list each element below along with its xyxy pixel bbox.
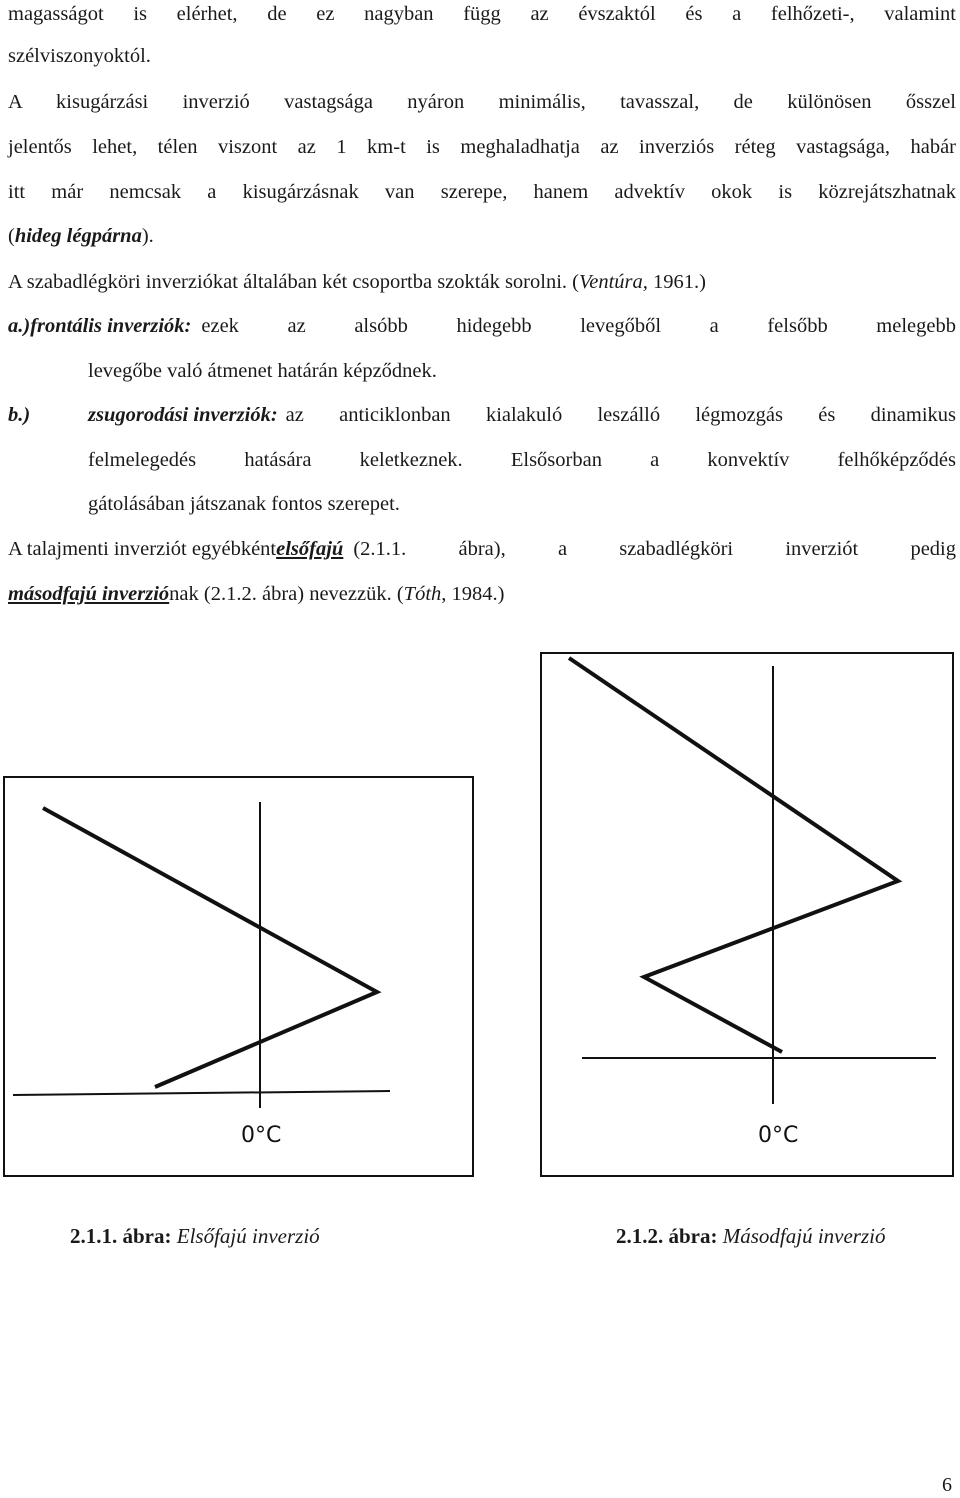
caption-text: Másodfajú inverzió bbox=[722, 1224, 886, 1248]
caption-number: 2.1.2. ábra: bbox=[616, 1224, 718, 1248]
emphasized-term: elsőfajú bbox=[276, 538, 344, 560]
page-number: 6 bbox=[942, 1474, 952, 1496]
axis-label: 0°C bbox=[758, 1123, 799, 1148]
item-label: b.) bbox=[8, 404, 31, 426]
figure-caption bbox=[616, 1222, 886, 1250]
paren: ( bbox=[8, 225, 15, 247]
citation-year: , 1984.) bbox=[441, 583, 505, 605]
figure-first-order-inversion bbox=[3, 776, 474, 1177]
axis-label: 0°C bbox=[241, 1123, 282, 1148]
paren: ). bbox=[141, 225, 154, 247]
text-line: A kisugárzási inverzió vastagsága nyáron minimális, tavasszal, de különösen ősszel bbox=[8, 91, 956, 113]
emphasized-term: hideg légpárna bbox=[14, 225, 142, 247]
temperature-profile-line bbox=[569, 658, 898, 1052]
text-line: itt már nemcsak a kisugárzásnak van szerepe, hanem advektív okok is közrejátszhatnak bbox=[8, 181, 956, 203]
citation-author: Ventúra, bbox=[578, 271, 648, 293]
text-line: gátolásában játszanak fontos szerepet. bbox=[88, 493, 400, 515]
item-term: zsugorodási inverziók: bbox=[88, 404, 278, 426]
emphasized-term: másodfajú inverzió bbox=[8, 583, 170, 605]
text-line bbox=[8, 268, 956, 296]
citation-year: 1961.) bbox=[647, 271, 706, 293]
text-line: levegőbe való átmenet határán képződnek. bbox=[88, 360, 437, 382]
paragraph-text: nak (2.1.2. ábra) nevezzük. ( bbox=[169, 583, 404, 605]
text-line: szélviszonyoktól. bbox=[8, 45, 151, 67]
caption-text: Elsőfajú inverzió bbox=[176, 1224, 320, 1248]
citation-author: Tóth bbox=[403, 583, 442, 605]
item-term: frontális inverziók: bbox=[30, 315, 192, 337]
paragraph-text: A talajmenti inverziót egyébként bbox=[8, 538, 277, 560]
text-line: magasságot is elérhet, de ez nagyban függ az évszaktól és a felhőzeti-, valamint bbox=[8, 3, 956, 25]
paragraph-text: A szabadlégköri inverziókat általában két csoportba szokták sorolni. ( bbox=[8, 271, 579, 293]
item-text: ezek az alsóbb hidegebb levegőből a felsőbb melegebb bbox=[201, 315, 956, 337]
figure-caption bbox=[70, 1222, 320, 1250]
text-line bbox=[8, 580, 956, 608]
list-item-a bbox=[8, 312, 956, 340]
text-line bbox=[8, 535, 956, 563]
figure-second-order-inversion bbox=[540, 652, 954, 1177]
item-label: a.) bbox=[8, 315, 31, 337]
list-item-b bbox=[8, 401, 956, 429]
text-line: felmelegedés hatására keletkeznek. Elsősorban a konvektív felhőképződés bbox=[88, 449, 956, 471]
paragraph-text: (2.1.1. ábra), a szabadlégköri inverziót pedig bbox=[353, 538, 956, 560]
inversion-diagram bbox=[5, 778, 476, 1179]
text-line: jelentős lehet, télen viszont az 1 km-t is meghaladhatja az inverziós réteg vastagsága, habár bbox=[8, 136, 956, 158]
caption-number: 2.1.1. ábra: bbox=[70, 1224, 172, 1248]
ground-level-line bbox=[13, 1091, 390, 1095]
item-text: az anticiklonban kialakuló leszálló légmozgás és dinamikus bbox=[285, 404, 956, 426]
text-line bbox=[8, 222, 956, 250]
temperature-profile-line bbox=[43, 808, 377, 1087]
inversion-diagram bbox=[542, 654, 956, 1179]
